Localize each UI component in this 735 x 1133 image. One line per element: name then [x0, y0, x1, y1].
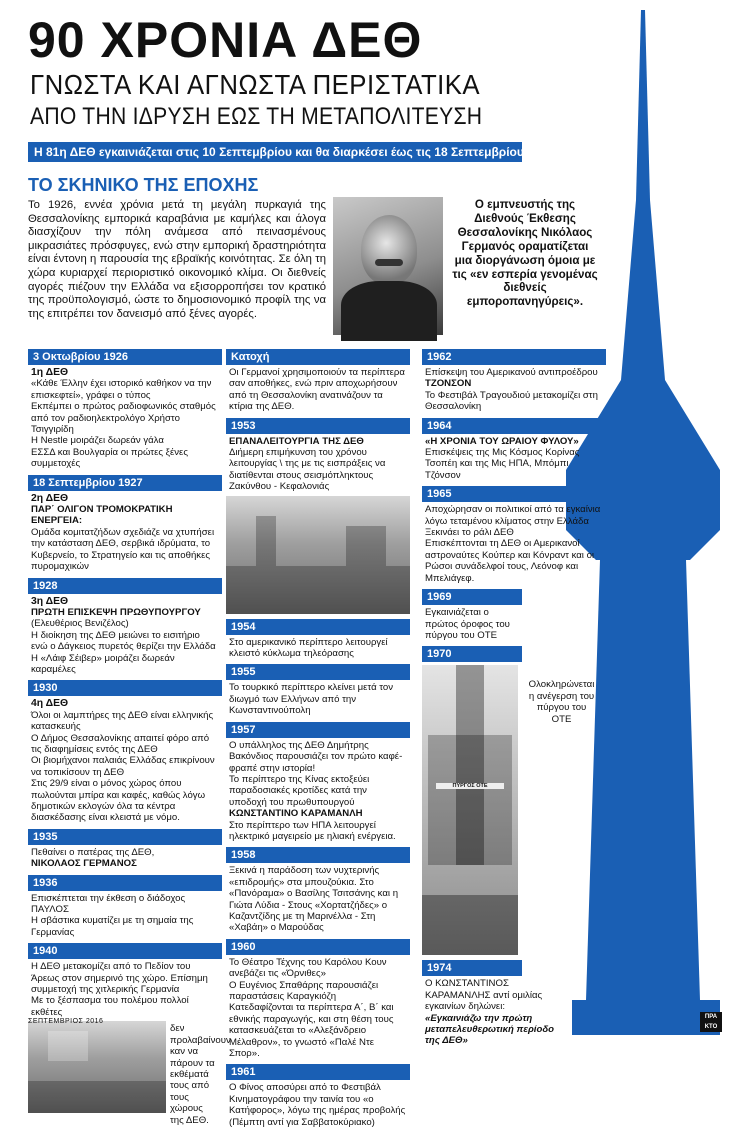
entry-quote: «Εγκαινιάζω την πρώτη μεταπελευθερωτική περίοδο της ΔΕΘ» [425, 1012, 555, 1047]
entry-line: Επισκέπτονται τη ΔΕΘ οι Αμερικανοί αστροναύτες Κούπερ και Κόνραντ και οι Ρώσοι συνάδελφοί τους, Λεόνοφ και Μπελιάγεφ. [425, 538, 595, 584]
timeline-entry [226, 847, 410, 933]
entry-line: Ξεκινά η παράδοση των νυχτερινής «επιδρομής» στα μπουζούκια. Στο «Πανόραμα» ο Βασίλης Τσιτσάνης και η Γιώτα Λύδια - Στους «Χορτατζήδες» ο Καζαντζίδης με τη Μαρινέλλα - Στη «Χαβάη» ο Μαρούδας [229, 865, 399, 934]
entry-date: 3 Οκτωβρίου 1926 [28, 349, 222, 365]
entry-line: Το Φεστιβάλ Τραγουδιού μετακομίζει στη Θεσσαλονίκη [425, 389, 598, 413]
entry-bold: ΤΖΟΝΣΟΝ [425, 378, 472, 390]
entry-line: Επισκέψεις της Μις Κόσμος Κορίνας Τσοπέη και της Μις ΗΠΑ, Μπόμπι Τζόνσον [425, 447, 580, 481]
page-title: 90 ΧΡΟΝΙΑ ΔΕΘ [28, 12, 423, 68]
entry-date: 1962 [422, 349, 606, 365]
timeline-entry [28, 578, 222, 676]
timeline-entry [226, 722, 410, 843]
timeline-entry [226, 1064, 410, 1128]
germanos-portrait [333, 197, 443, 335]
germanos-quote: Ο εμπνευστής της Διεθνούς Έκθεσης Θεσσαλονίκης Νικόλαος Γερμανός οραματίζεται μια διοργάνωση όμοια με τις «εν εσπερία γενομένας διεθνείς εμποροπανηγύρεις». [452, 198, 598, 309]
entry-date: 1930 [28, 680, 222, 696]
ote-tower-construction-photo [422, 665, 518, 955]
entry-subtitle: 1η ΔΕΘ [31, 367, 69, 378]
entry-line: Οι Γερμανοί χρησιμοποιούν τα περίπτερα σαν αποθήκες, ενώ πριν αποχωρήσουν από τη Θεσσαλονίκη ανατινάζουν τα κτίρια της ΔΕΘ. [229, 367, 405, 413]
tower-sign-label: ΠΥΡΓΟΣ ΟΤΕ [436, 783, 504, 789]
entry-line: ΕΣΣΔ και Βουλγαρία οι πρώτες ξένες συμμετοχές [31, 446, 188, 470]
entry-date: 1936 [28, 875, 222, 891]
entry-line: Με το ξέσπασμα του πολέμου πολλοί εκθέτες [31, 995, 189, 1018]
entry-subtitle-2: ΠΑΡ΄ ΟΛΙΓΟΝ ΤΡΟΜΟΚΡΑΤΙΚΗ ΕΝΕΡΓΕΙΑ: [31, 504, 173, 527]
entry-line: Στις 29/9 είναι ο μόνος χώρος όπου πωλούνται μπίρα και καφές, καθώς λόγω δημοτικών εκλογών όλα τα κέντρα διασκέδασης είναι κλειστά με νόμο. [31, 778, 206, 824]
entry-line: Εκπέμπει ο πρώτος ραδιοφωνικός σταθμός από τον ραδιοηλεκτρολόγο Χρήστο Τσιγγιρίδη [31, 401, 216, 436]
entry-side-text: Ολοκληρώνεται η ανέγερση του πύργου του ΟΤΕ [528, 679, 595, 725]
entry-line: Ο Φίνος αποσύρει από το Φεστιβάλ Κινηματογράφου την ταινία του «ο Κατήφορος», λόγω της ημέρας προβολής (Πέμπτη αντί για Σαββατοκύριακο) [229, 1082, 406, 1128]
timeline-entry [422, 486, 606, 584]
timeline-entry [226, 664, 410, 716]
entry-date: 1935 [28, 829, 222, 845]
timeline-column-1 [28, 349, 231, 1131]
entry-date: 1961 [226, 1064, 410, 1080]
entry-line: Ομάδα κομιτατζήδων σχεδιάζε να χτυπήσει την κατάσταση ΔΕΘ, σερβικά ιδρύματα, το Κυβερνείο, το Στρατηγείο και τις αποθήκες πυρομαχικών [31, 526, 215, 573]
entry-line: Διήμερη επιμήκυνση του χρόνου λειτουργίας \ της με τις εισπράξεις να διατίθενται στους σεισμόπληκτους Ζακύνθου - Κεφαλονιάς [229, 447, 386, 493]
exhibition-crowd-photo [28, 1021, 166, 1113]
entry-line: Ξεκινάει το ράλι ΔΕΘ [425, 527, 514, 539]
entry-date: 1955 [226, 664, 410, 680]
entry-date: 1954 [226, 619, 410, 635]
entry-line: Η ΔΕΘ μετακομίζει από το Πεδίον του Άρεως στον σημερινό της χώρο. Επίσημη συμμετοχή της χιτλερικής Γερμανία [31, 961, 208, 996]
entry-date: 1965 [422, 486, 606, 502]
entry-date: 1953 [226, 418, 410, 434]
footer-date: ΣΕΠΤΕΜΒΡΙΟΣ 2016 [28, 1018, 104, 1025]
timeline-entry [422, 960, 606, 1046]
entry-line: Η διοίκηση της ΔΕΘ μειώνει το εισιτήριο ενώ ο Δάγκειος πυρετός θερίζει την Ελλάδα [31, 629, 216, 653]
page-subtitle-2: ΑΠΟ ΤΗΝ ΙΔΡΥΣΗ ΕΩΣ ΤΗ ΜΕΤΑΠΟΛΙΤΕΥΣΗ [30, 103, 483, 130]
section-title: ΤΟ ΣΚΗΝΙΚΟ ΤΗΣ ΕΠΟΧΗΣ [28, 175, 259, 195]
entry-line: Το περίπτερο της Κίνας εκτοξεύει παραδοσιακές κροτίδες κατά την υποδοχή του πρωθυπουργού [229, 773, 370, 808]
publisher-logo: ΠΡΑ ΚΤΟ [700, 1012, 722, 1032]
entry-date: 1957 [226, 722, 410, 738]
entry-line: Η σβάστικα κυματίζει με τη σημαία της Γερμανίας [31, 915, 194, 938]
timeline-entry [422, 646, 606, 955]
entry-line: Επισκέπτεται την έκθεση ο διάδοχος ΠΑΥΛΟΣ [31, 892, 186, 916]
entry-subtitle-2: ΠΡΩΤΗ ΕΠΙΣΚΕΨΗ ΠΡΩΘΥΠΟΥΡΓΟΥ [31, 606, 201, 618]
entry-line: (Ελευθέριος Βενιζέλος) [31, 618, 129, 630]
entry-line: Ο Δήμος Θεσσαλονίκης απαιτεί φόρο από τις διαφημίσεις εντός της ΔΕΘ [31, 732, 210, 755]
entry-line: Η «Λάιφ Σέιβερ» μοιράζει δωρεάν καραμέλες [31, 652, 175, 675]
entry-date: 1969 [422, 589, 522, 605]
entry-date: 1964 [422, 418, 606, 434]
entry-subtitle: 3η ΔΕΘ [31, 595, 69, 607]
entry-line: Ο Ευγένιος Σπαθάρης παρουσιάζει παραστάσεις Καραγκιόζη [229, 979, 379, 1002]
entry-bold: ΝΙΚΟΛΑΟΣ ΓΕΡΜΑΝΟΣ [31, 858, 137, 870]
entry-line: Ο υπάλληλος της ΔΕΘ Δημήτρης Βακόνδιος παρουσιάζει τον πρώτο καφέ-φραπέ στην ιστορία! [229, 739, 403, 774]
entry-line: Αποχώρησαν οι πολιτικοί από τα εγκαίνια λόγω τεταμένου κλίματος στην Ελλάδα [425, 504, 601, 527]
timeline-entry [28, 680, 222, 823]
timeline-entry [226, 939, 410, 1060]
timeline-entry [422, 589, 522, 641]
timeline-entry [28, 475, 222, 573]
timeline-entry [28, 829, 222, 870]
entry-line: Ο ΚΩΝΣΤΑΝΤΙΝΟΣ ΚΑΡΑΜΑΝΛΗΣ αντί ομιλίας εγκαινίων δηλώνει: [425, 978, 543, 1013]
entry-date: 1960 [226, 939, 410, 955]
page-subtitle: ΓΝΩΣΤΑ ΚΑΙ ΑΓΝΩΣΤΑ ΠΕΡΙΣΤΑΤΙΚΑ [30, 69, 481, 100]
timeline-entry [28, 349, 222, 470]
entry-line: Επίσκεψη του Αμερικανού αντιπροέδρου [425, 367, 598, 378]
entry-date: 1940 [28, 943, 222, 959]
entry-subtitle: 2η ΔΕΘ [31, 492, 69, 504]
timeline-entry [28, 875, 222, 939]
entry-line: Το τουρκικό περίπτερο κλείνει μετά τον διωγμό των Ελλήνων από την Κωνσταντινούπολη [229, 682, 394, 717]
intro-text: Το 1926, εννέα χρόνια μετά τη μεγάλη πυρκαγιά της Θεσσαλονίκης εμπορικά καραβάνια με καμήλες και άλογα διασχίζουν την πόλη ανάμεσα από πεινασμένους μικρασιάτες πρόσφυγες, ενώ στην εμπορική δραστηριότητα είναι έντονη η παρουσία της εβραϊκής κοινότητας. Σε όλη τη χώρα κυριαρχεί περιοριστικό οικονομικό κλίμα. Οι διεθνείς αγορές πιέζουν την Ελλάδα να εξισορροπήσει τον κρατικό της προϋπολογισμό, ώστε το δημοσιονομικό προφίλ της να της επιτρέπει τον δανεισμό από ξένες αγορές. [28, 199, 326, 320]
timeline-entry [422, 349, 606, 413]
entry-date: 1958 [226, 847, 410, 863]
entry-date: 1974 [422, 960, 522, 976]
timeline-column-2 [226, 349, 410, 1133]
entry-date: 1928 [28, 578, 222, 594]
entry-line: Όλοι οι λαμπτήρες της ΔΕΘ είναι ελληνικής κατασκευής [31, 709, 214, 733]
fair-1953-photo [226, 496, 410, 614]
entry-date: Κατοχή [226, 349, 410, 365]
timeline-entry [422, 418, 606, 482]
entry-date: 1970 [422, 646, 522, 662]
entry-line: Στο αμερικανικό περίπτερο λειτουργεί κλειστό κύκλωμα τηλεόρασης [229, 636, 388, 660]
entry-bold: ΚΩΝΣΤΑΝΤΙΝΟ ΚΑΡΑΜΑΝΛΗ [229, 808, 363, 820]
timeline-entry [226, 349, 410, 413]
dates-banner: Η 81η ΔΕΘ εγκαινιάζεται στις 10 Σεπτεμβρίου και θα διαρκέσει έως τις 18 Σεπτεμβρίου [28, 142, 522, 162]
entry-subtitle: ΕΠΑΝΑΛΕΙΤΟΥΡΓΙΑ ΤΗΣ ΔΕΘ [229, 435, 364, 447]
timeline-entry [226, 418, 410, 614]
entry-line: Το Θέατρο Τέχνης του Καρόλου Κουν ανεβάζει τις «Όρνιθες» [229, 956, 387, 980]
entry-line: Η Nestle μοιράζει δωρεάν γάλα [31, 435, 164, 447]
timeline-entry [28, 943, 231, 1126]
entry-line: Πεθαίνει ο πατέρας της ΔΕΘ, [31, 846, 155, 858]
entry-line: Οι βιομήχανοι παλαιάς Ελλάδας επικρίνουν να τοπικίσουν τη ΔΕΘ [31, 755, 215, 778]
entry-line: «Κάθε Έλλην έχει ιστορικό καθήκον να την επισκεφτεί», γράφει ο τύπος [31, 378, 212, 401]
timeline-column-3 [422, 349, 606, 1052]
entry-line: Εγκαινιάζεται ο πρώτος όροφος του πύργου του ΟΤΕ [425, 607, 510, 641]
entry-line: Κατεδαφίζονται τα περίπτερα Α΄, Β΄ και εθνικής παραγωγής, και στη θέση τους κατασκευάζεται το «Αλεξάνδρειο Μέλαθρον», το γνωστό «Παλέ Ντε Σπορ». [229, 1002, 394, 1060]
timeline-entry [226, 619, 410, 660]
entry-subtitle: 4η ΔΕΘ [31, 698, 69, 710]
entry-date: 18 Σεπτεμβρίου 1927 [28, 475, 222, 491]
entry-side-text: δεν προλαβαίνουν καν να πάρουν τα εκθέματά τους από τους χώρους της ΔΕΘ. [170, 1023, 231, 1126]
entry-subtitle: «Η ΧΡΟΝΙΑ ΤΟΥ ΩΡΑΙΟΥ ΦΥΛΟΥ» [425, 435, 579, 447]
entry-line: Στο περίπτερο των ΗΠΑ λειτουργεί ηλεκτρικό μαγειρείο με ηλιακή ενέργεια. [229, 819, 396, 842]
